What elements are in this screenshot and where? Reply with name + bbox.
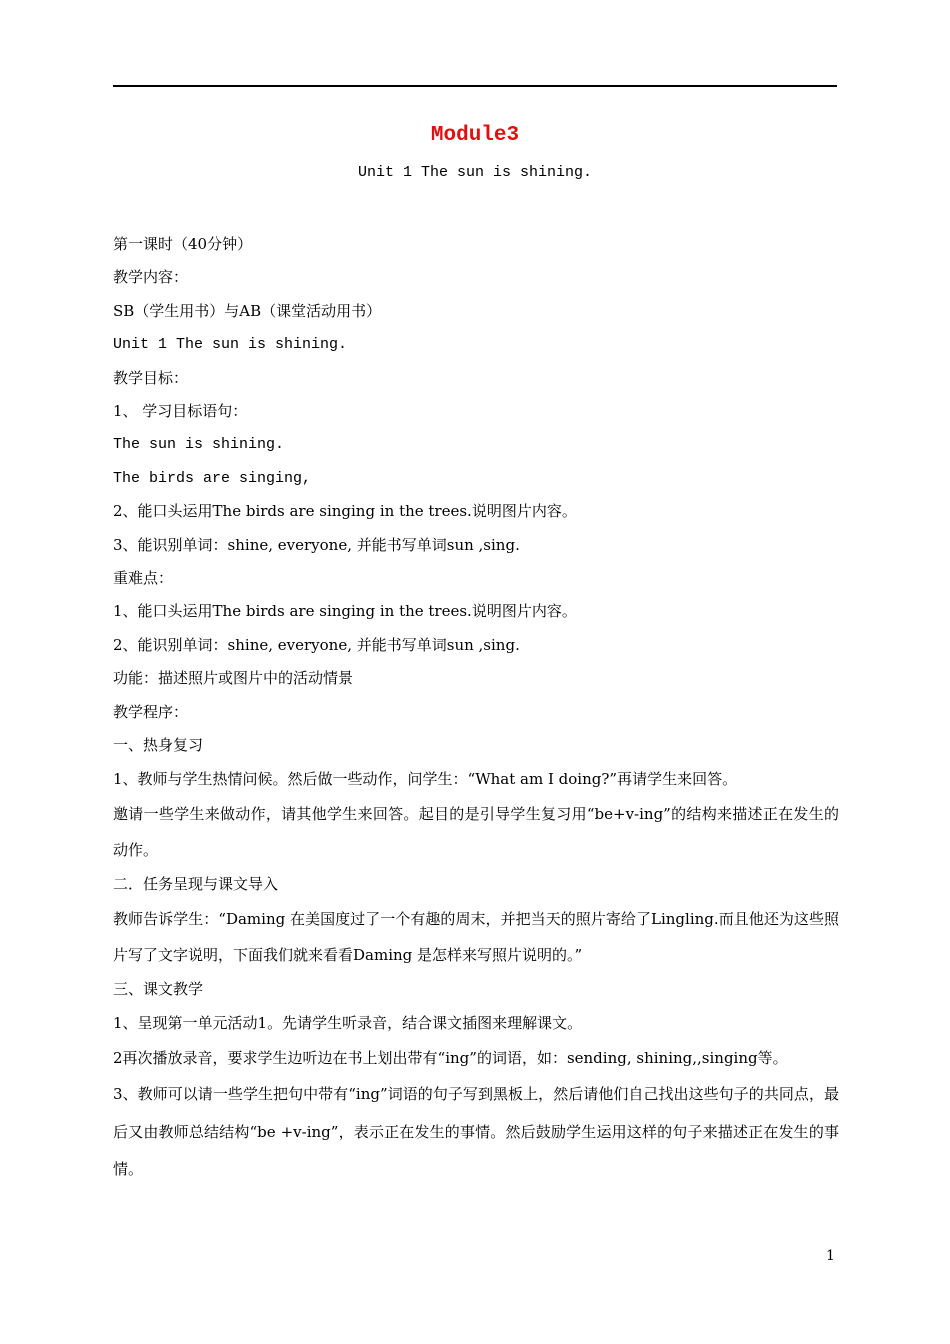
- teaching-step-3: 3、教师可以请一些学生把句中带有“ing”词语的句子写到黑板上，然后请他们自己找出这些句子的共同点，最后又由教师总结结构“be +v-ing”，表示正在发生的事情。然后鼓励学生运用这样的句子来描述正在发生的事情。: [113, 1085, 839, 1179]
- materials-line: SB（学生用书）与AB（课堂活动用书）: [113, 301, 382, 320]
- objective-3: 3、能识别单词：shine, everyone, 并能书写单词sun ,sing.: [113, 535, 520, 554]
- objective-1: 1、 学习目标语句：: [113, 402, 248, 421]
- warmup-paragraph: 邀请一些学生来做动作，请其他学生来回答。起目的是引导学生复习用“be+v-ing”的结构来描述正在发生的动作。: [113, 804, 839, 859]
- key-point-1: 1、能口头运用The birds are singing in the trees.说明图片内容。: [113, 602, 577, 621]
- teaching-step-2: 2再次播放录音，要求学生边听边在书上划出带有“ing”的词语，如：sending, shining,,singing等。: [113, 1049, 788, 1068]
- target-sentence-1: The sun is shining.: [113, 436, 285, 454]
- content-heading: 教学内容：: [113, 268, 189, 287]
- target-sentence-2: The birds are singing,: [113, 469, 312, 487]
- unit-line: Unit 1 The sun is shining.: [113, 336, 348, 354]
- presentation-paragraph: 教师告诉学生：“Daming 在美国度过了一个有趣的周末，并把当天的照片寄给了Lingling.而且他还为这些照片写了文字说明，下面我们就来看看Daming 是怎样来写照片说明的。”: [113, 910, 839, 965]
- header-rule: [113, 85, 837, 87]
- teaching-step-1: 1、呈现第一单元活动1。先请学生听录音，结合课文插图来理解课文。: [113, 1013, 583, 1032]
- page-subtitle: Unit 1 The sun is shining.: [357, 164, 593, 181]
- key-point-2: 2、能识别单词：shine, everyone, 并能书写单词sun ,sing.: [113, 635, 520, 654]
- objectives-heading: 教学目标：: [113, 368, 189, 387]
- key-points-heading: 重难点：: [113, 569, 174, 588]
- function-line: 功能：描述照片或图片中的活动情景: [113, 669, 354, 688]
- section-teaching: 三、课文教学: [113, 980, 204, 999]
- objective-2: 2、能口头运用The birds are singing in the trees.说明图片内容。: [113, 502, 577, 521]
- lesson-duration: 第一课时（40分钟）: [113, 235, 253, 253]
- page-number: 1: [826, 1248, 835, 1264]
- procedure-heading: 教学程序：: [113, 702, 189, 721]
- page-title: Module3: [430, 124, 520, 147]
- warmup-step-1: 1、教师与学生热情问候。然后做一些动作，问学生：“What am I doing?”再请学生来回答。: [113, 769, 738, 788]
- section-warmup: 一、热身复习: [113, 736, 204, 755]
- document-body: [113, 228, 839, 1189]
- section-presentation: 二．任务呈现与课文导入: [113, 874, 279, 893]
